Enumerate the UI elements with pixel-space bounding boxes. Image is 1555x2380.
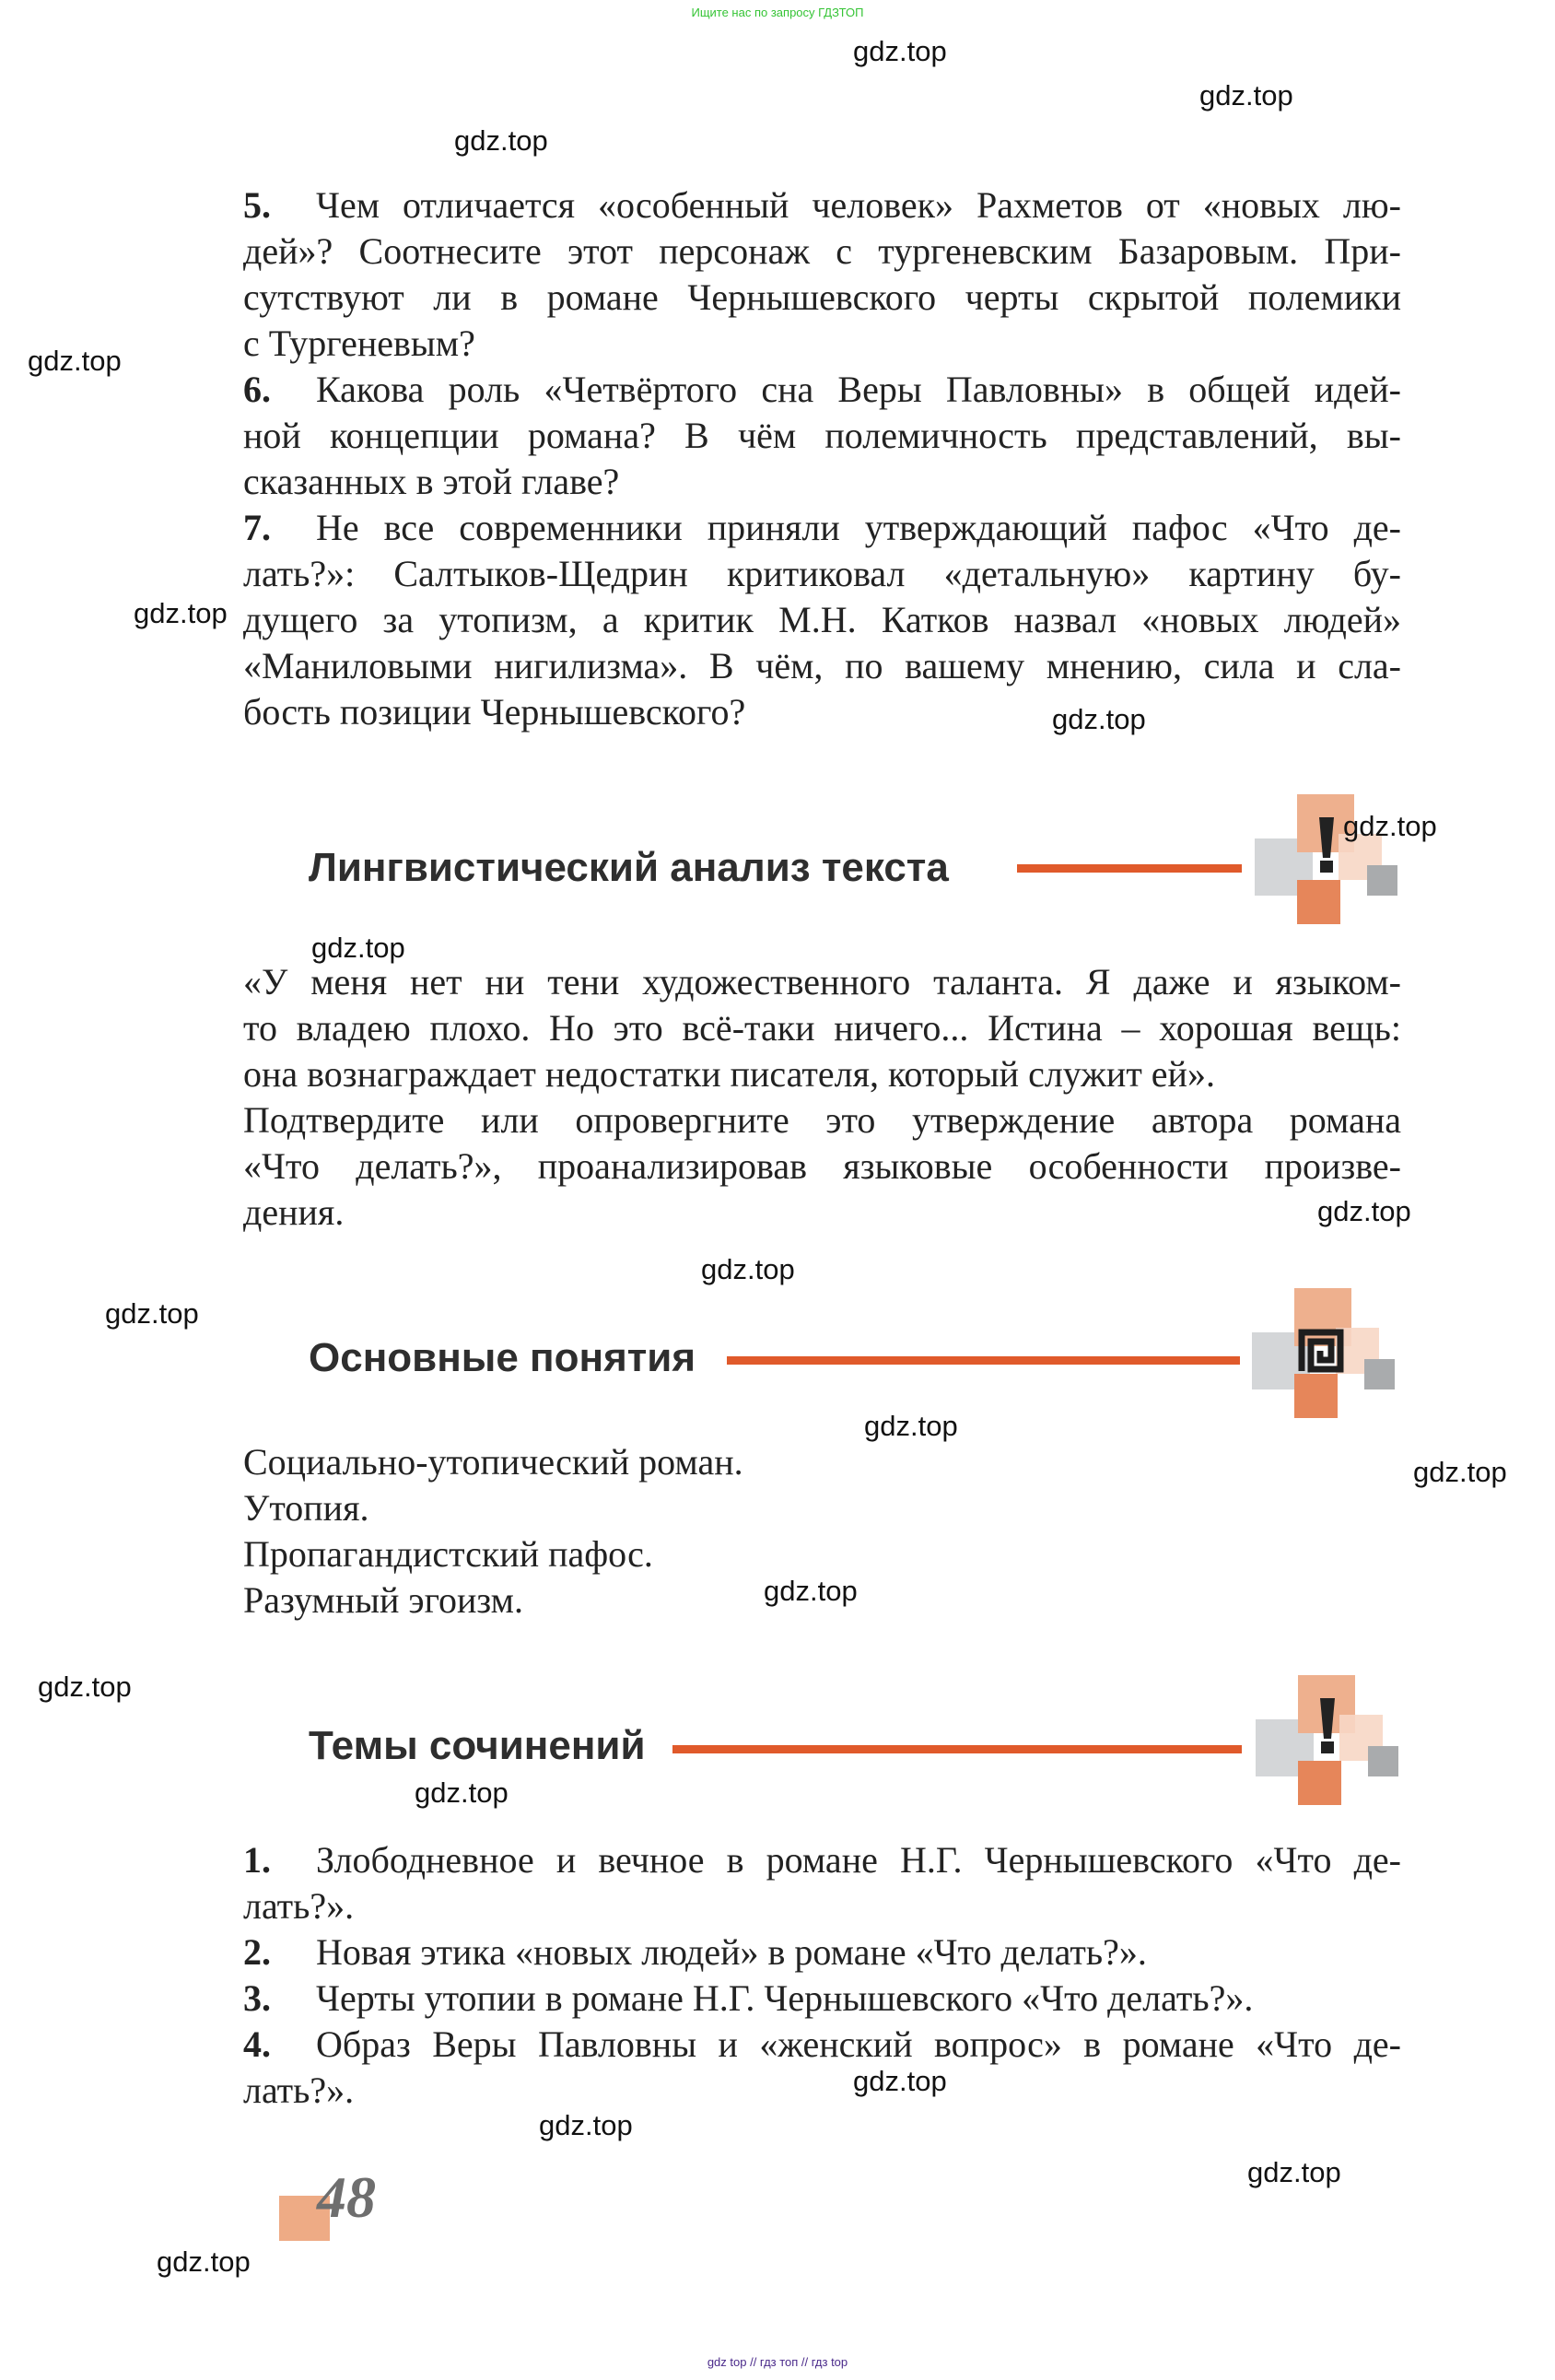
question-line: лать?»: Салтыков-Щедрин критиковал «детальную» картину бу-: [243, 553, 1401, 594]
question-line: сказанных в этой главе?: [243, 461, 620, 502]
watermark: gdz.top: [28, 345, 122, 377]
heading-rule: [727, 1356, 1240, 1365]
question-6: [243, 367, 1401, 413]
theme-line: лать?».: [243, 1885, 355, 1927]
question-line: дущего за утопизм, а критик М.Н. Катков назвал «новых людей»: [243, 599, 1401, 640]
question-line: ной концепции романа? В чём полемичность представлений, вы-: [243, 415, 1401, 456]
paragraph-line: Подтвердите или опровергните это утверждение автора романа: [243, 1099, 1401, 1141]
theme-number: 4.: [243, 2023, 271, 2065]
bottom-note: gdz top // гдз топ // гдз top: [707, 2355, 848, 2369]
section-heading-concepts: Основные понятия: [309, 1335, 696, 1380]
theme-item-2: [243, 1929, 1401, 1976]
paragraph-line: она вознаграждает недостатки писателя, который служит ей».: [243, 1053, 1215, 1095]
watermark: gdz.top: [454, 124, 548, 157]
exclamation-icon: [1256, 1675, 1403, 1809]
watermark: gdz.top: [1343, 810, 1437, 842]
watermark: gdz.top: [415, 1776, 509, 1809]
section-heading-linguistic: Лингвистический анализ текста: [309, 845, 949, 890]
watermark: gdz.top: [853, 35, 947, 67]
heading-rule: [672, 1745, 1242, 1753]
watermark: gdz.top: [701, 1253, 795, 1285]
linguistic-text: [243, 959, 1401, 1236]
watermark: gdz.top: [1052, 703, 1146, 735]
theme-line: Черты утопии в романе Н.Г. Чернышевского «Что делать?».: [316, 1977, 1254, 2019]
question-7: [243, 505, 1401, 551]
question-line: «Маниловыми нигилизма». В чём, по вашему мнению, сила и сла-: [243, 645, 1401, 686]
concept-item: Пропагандистский пафос.: [243, 1533, 653, 1575]
top-search-note: Ищите нас по запросу ГДЗТОП: [691, 6, 864, 19]
question-number: 6.: [243, 369, 271, 410]
theme-number: 3.: [243, 1977, 271, 2019]
question-line: Не все современники приняли утверждающий пафос «Что де-: [316, 507, 1401, 548]
watermark: gdz.top: [38, 1671, 132, 1703]
theme-item-4: [243, 2022, 1401, 2068]
theme-line: Новая этика «новых людей» в романе «Что делать?».: [316, 1931, 1147, 1973]
question-line: бость позиции Чернышевского?: [243, 691, 746, 733]
question-line: Какова роль «Четвёртого сна Веры Павловны» в общей идей-: [316, 369, 1401, 410]
page-number: 48: [317, 2164, 376, 2230]
question-number: 5.: [243, 184, 271, 226]
concept-item: Разумный эгоизм.: [243, 1579, 523, 1621]
spiral-icon: [1252, 1288, 1399, 1422]
watermark: gdz.top: [1199, 79, 1293, 111]
heading-rule: [1017, 864, 1242, 873]
theme-item-1: [243, 1837, 1401, 1883]
paragraph-line: дения.: [243, 1191, 345, 1233]
watermark: gdz.top: [764, 1575, 858, 1607]
watermark: gdz.top: [1247, 2156, 1341, 2188]
watermark: gdz.top: [853, 2065, 947, 2097]
watermark: gdz.top: [864, 1410, 958, 1442]
question-line: Чем отличается «особенный человек» Рахметов от «новых лю-: [316, 184, 1401, 226]
watermark: gdz.top: [311, 932, 405, 964]
theme-line: Злободневное и вечное в романе Н.Г. Чернышевского «Что де-: [316, 1839, 1401, 1881]
theme-line: Образ Веры Павловны и «женский вопрос» в романе «Что де-: [316, 2023, 1401, 2065]
themes-list: [243, 1837, 1401, 2114]
paragraph-line: «Что делать?», проанализировав языковые особенности произве-: [243, 1145, 1401, 1187]
question-number: 7.: [243, 507, 271, 548]
concept-item: Утопия.: [243, 1487, 369, 1529]
watermark: gdz.top: [539, 2109, 633, 2141]
paragraph-line: то владею плохо. Но это всё-таки ничего... Истина – хорошая вещь:: [243, 1007, 1401, 1049]
watermark: gdz.top: [157, 2245, 251, 2278]
section-heading-themes: Темы сочинений: [309, 1723, 646, 1768]
watermark: gdz.top: [1317, 1195, 1411, 1227]
questions-block: [243, 182, 1401, 735]
question-line: сутствуют ли в романе Чернышевского черты скрытой полемики: [243, 276, 1401, 318]
concept-item: Социально-утопический роман.: [243, 1441, 743, 1483]
watermark: gdz.top: [134, 597, 228, 629]
theme-number: 2.: [243, 1931, 271, 1973]
watermark: gdz.top: [1413, 1456, 1507, 1488]
watermark: gdz.top: [105, 1297, 199, 1330]
paragraph-line: «У меня нет ни тени художественного таланта. Я даже и языком-: [243, 961, 1401, 1002]
theme-line: лать?».: [243, 2069, 355, 2111]
question-5: [243, 182, 1401, 229]
question-line: дей»? Соотнесите этот персонаж с тургеневским Базаровым. При-: [243, 230, 1401, 272]
theme-number: 1.: [243, 1839, 271, 1881]
question-line: с Тургеневым?: [243, 322, 475, 364]
theme-item-3: [243, 1976, 1401, 2022]
